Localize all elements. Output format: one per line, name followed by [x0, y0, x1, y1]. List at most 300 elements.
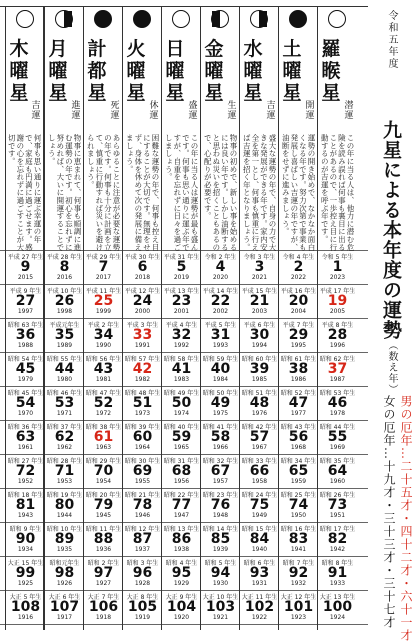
- birth-year: 1991: [134, 342, 151, 349]
- birth-year: 1917: [56, 614, 73, 621]
- birth-year: 1957: [212, 478, 229, 485]
- age-cell: [279, 253, 318, 280]
- age-cell: [84, 525, 123, 552]
- age-cell: [318, 287, 357, 314]
- birth-era: 昭和 8 年生: [321, 560, 354, 567]
- birth-era: 昭和 62 年生: [319, 356, 356, 363]
- age-number: 77: [171, 497, 192, 513]
- age-number: 85: [210, 531, 231, 547]
- age-cell: [123, 355, 162, 382]
- moon-shade: [212, 11, 220, 27]
- star-column: [317, 6, 356, 630]
- star-name: 日曜星: [165, 38, 185, 104]
- birth-year: 1983: [173, 376, 190, 383]
- birth-era: 昭和 35 年生: [319, 458, 356, 465]
- birth-year: 1997: [17, 308, 34, 315]
- age-cell: [279, 491, 318, 518]
- birth-year: 1960: [329, 478, 346, 485]
- age-number: 41: [171, 361, 192, 377]
- birth-era: 昭和 26 年生: [319, 492, 356, 499]
- birth-era: 令和 3 年生: [243, 254, 276, 261]
- fortune-label: 死運: [110, 101, 120, 121]
- birth-year: 1974: [173, 410, 190, 417]
- age-number: 93: [249, 565, 270, 581]
- age-cell: [318, 355, 357, 382]
- age-number: 91: [327, 565, 348, 581]
- age-number: 62: [54, 429, 75, 445]
- birth-era: 昭和 54 年生: [7, 356, 44, 363]
- age-number: 43: [93, 361, 114, 377]
- age-number: 51: [132, 395, 153, 411]
- birth-year: 1964: [134, 444, 151, 451]
- age-cell: [279, 457, 318, 484]
- age-cell: [318, 321, 357, 348]
- age-number: 79: [93, 497, 114, 513]
- age-number: 53: [54, 395, 75, 411]
- birth-era: 昭和 23 年生: [202, 492, 239, 499]
- birth-era: 大正 12 年生: [280, 594, 317, 601]
- age-number: 69: [132, 463, 153, 479]
- birth-era: 昭和 3 年生: [126, 560, 159, 567]
- birth-year: 2016: [56, 274, 73, 281]
- birth-year: 1933: [329, 580, 346, 587]
- star-name: 土曜星: [282, 38, 302, 104]
- age-number: 33: [132, 327, 153, 343]
- birth-year: 1943: [17, 512, 34, 519]
- age-cell: [240, 321, 279, 348]
- birth-era: 昭和 14 年生: [202, 526, 239, 533]
- age-number: 38: [288, 361, 309, 377]
- birth-year: 1980: [56, 376, 73, 383]
- birth-year: 1996: [329, 342, 346, 349]
- age-number: 7: [98, 259, 109, 275]
- birth-era: 昭和 7 年生: [282, 560, 315, 567]
- age-cell: [240, 287, 279, 314]
- age-cell: [84, 389, 123, 416]
- birth-year: 2005: [329, 308, 346, 315]
- age-number: 74: [288, 497, 309, 513]
- birth-era: 昭和 58 年生: [163, 356, 200, 363]
- age-cell: [6, 253, 45, 280]
- birth-era: 平成 3 年生: [126, 322, 159, 329]
- birth-year: 1952: [17, 478, 34, 485]
- birth-year: 1973: [134, 410, 151, 417]
- age-cell: [84, 287, 123, 314]
- age-cell: [45, 559, 84, 586]
- age-number: 37: [327, 361, 348, 377]
- birth-era: 昭和 52 年生: [280, 390, 317, 397]
- age-number: 50: [171, 395, 192, 411]
- birth-year: 1922: [251, 614, 268, 621]
- age-number: 105: [127, 599, 158, 615]
- birth-year: 1975: [212, 410, 229, 417]
- birth-year: 2017: [95, 274, 112, 281]
- age-number: 103: [205, 599, 236, 615]
- birth-year: 1948: [212, 512, 229, 519]
- age-number: 25: [93, 293, 114, 309]
- birth-era: 昭和 6 年生: [243, 560, 276, 567]
- birth-era: 昭和元年生: [49, 560, 80, 567]
- age-number: 31: [210, 327, 231, 343]
- birth-year: 1989: [56, 342, 73, 349]
- birth-year: 1949: [251, 512, 268, 519]
- birth-era: 昭和 41 年生: [202, 424, 239, 431]
- birth-year: 1969: [329, 444, 346, 451]
- age-number: 2: [293, 259, 304, 275]
- age-number: 29: [288, 327, 309, 343]
- birth-year: 2002: [212, 308, 229, 315]
- age-cell: [45, 593, 84, 620]
- age-number: 56: [288, 429, 309, 445]
- birth-year: 1923: [290, 614, 307, 621]
- age-number: 89: [54, 531, 75, 547]
- birth-year: 1925: [17, 580, 34, 587]
- age-cell: [162, 253, 201, 280]
- age-cell: [45, 491, 84, 518]
- birth-year: 2020: [212, 274, 229, 281]
- star-column: [200, 6, 239, 630]
- age-number: 75: [249, 497, 270, 513]
- age-number: 78: [132, 497, 153, 513]
- age-cell: [45, 389, 84, 416]
- birth-era: 昭和 4 年生: [165, 560, 198, 567]
- birth-year: 1939: [212, 546, 229, 553]
- moon-phase-icon: [250, 10, 268, 28]
- birth-era: 昭和 28 年生: [46, 458, 83, 465]
- birth-year: 1942: [329, 546, 346, 553]
- birth-era: 平成 31 年生: [163, 254, 200, 261]
- birth-era: 令和 5 年生: [321, 254, 354, 261]
- birth-year: 2018: [134, 274, 151, 281]
- fortune-label: 進運: [71, 101, 81, 121]
- age-number: 61: [93, 429, 114, 445]
- birth-era: 平成 10 年生: [46, 288, 83, 295]
- fortune-label: 休運: [149, 101, 159, 121]
- fortune-description: 物事の初めで、新しい事を始めるには良い年です。しかし油断すると思わぬ災いを招くこともあるので、心配りが必要です。: [203, 134, 238, 251]
- age-cell: [45, 287, 84, 314]
- birth-era: 昭和 30 年生: [124, 458, 161, 465]
- age-cell: [84, 593, 123, 620]
- age-number: 26: [54, 293, 75, 309]
- age-number: 88: [93, 531, 114, 547]
- birth-era: 昭和 45 年生: [7, 390, 44, 397]
- birth-year: 1971: [56, 410, 73, 417]
- moon-phase-icon: [133, 10, 151, 28]
- birth-year: 2023: [329, 274, 346, 281]
- age-number: 19: [327, 293, 348, 309]
- birth-era: 昭和 60 年生: [241, 356, 278, 363]
- age-cell: [6, 287, 45, 314]
- birth-year: 1976: [251, 410, 268, 417]
- age-cell: [84, 253, 123, 280]
- age-cell: [123, 253, 162, 280]
- age-number: 55: [327, 429, 348, 445]
- age-number: 101: [283, 599, 314, 615]
- birth-era: 昭和 53 年生: [319, 390, 356, 397]
- age-cell: [162, 321, 201, 348]
- age-cell: [123, 389, 162, 416]
- birth-era: 平成 12 年生: [124, 288, 161, 295]
- birth-era: 大正 11 年生: [241, 594, 278, 601]
- moon-phase-icon: [16, 10, 34, 28]
- birth-era: 昭和 38 年生: [85, 424, 122, 431]
- age-cell: [240, 423, 279, 450]
- age-cell: [84, 321, 123, 348]
- birth-era: 平成 30 年生: [124, 254, 161, 261]
- star-name: 金曜星: [204, 38, 224, 104]
- birth-era: 昭和 51 年生: [241, 390, 278, 397]
- birth-year: 1970: [17, 410, 34, 417]
- birth-era: 大正 8 年生: [126, 594, 159, 601]
- birth-year: 1956: [173, 478, 190, 485]
- age-number: 40: [210, 361, 231, 377]
- birth-year: 1985: [251, 376, 268, 383]
- birth-era: 昭和 57 年生: [124, 356, 161, 363]
- birth-era: 昭和 33 年生: [241, 458, 278, 465]
- birth-era: 平成 14 年生: [202, 288, 239, 295]
- age-cell: [162, 355, 201, 382]
- birth-era: 平成 15 年生: [241, 288, 278, 295]
- age-number: 102: [244, 599, 275, 615]
- age-number: 58: [210, 429, 231, 445]
- fortune-description: この年に当る人は運勢が最も盛んです。何事も思い通りに運ぶ年ですが、自重を忘れずに日々を過ごしましょう。: [164, 134, 199, 251]
- birth-year: 1953: [56, 478, 73, 485]
- birth-era: 昭和 11 年生: [85, 526, 122, 533]
- birth-era: 昭和 56 年生: [85, 356, 122, 363]
- birth-era: 平成 4 年生: [165, 322, 198, 329]
- birth-era: 昭和 20 年生: [85, 492, 122, 499]
- age-number: 4: [215, 259, 226, 275]
- age-cell: [279, 355, 318, 382]
- age-number: 99: [15, 565, 36, 581]
- age-number: 27: [15, 293, 36, 309]
- age-number: 24: [132, 293, 153, 309]
- age-number: 46: [327, 395, 348, 411]
- age-cell: [123, 287, 162, 314]
- age-cell: [45, 457, 84, 484]
- fortune-label: 生運: [227, 101, 237, 121]
- birth-year: 1966: [212, 444, 229, 451]
- age-number: 42: [132, 361, 153, 377]
- age-number: 59: [171, 429, 192, 445]
- birth-era: 昭和 2 年生: [87, 560, 120, 567]
- birth-era: 平成 9 年生: [9, 288, 42, 295]
- birth-year: 1929: [173, 580, 190, 587]
- age-cell: [45, 253, 84, 280]
- birth-year: 1921: [212, 614, 229, 621]
- star-column: [278, 6, 317, 630]
- age-cell: [201, 559, 240, 586]
- birth-year: 1977: [290, 410, 307, 417]
- age-cell: [162, 457, 201, 484]
- star-name: 木曜星: [9, 38, 29, 104]
- age-cell: [279, 321, 318, 348]
- age-number: 80: [54, 497, 75, 513]
- age-number: 64: [327, 463, 348, 479]
- age-cell: [84, 491, 123, 518]
- fortune-label: 潜運: [344, 101, 354, 121]
- birth-year: 1984: [212, 376, 229, 383]
- birth-year: 2001: [173, 308, 190, 315]
- birth-era: 昭和 61 年生: [280, 356, 317, 363]
- birth-era: 平成 6 年生: [243, 322, 276, 329]
- female-yakudoshi: 女の厄年…十九才・三十三才・三十七才: [382, 395, 396, 629]
- birth-year: 1967: [251, 444, 268, 451]
- star-column: [239, 6, 278, 630]
- age-number: 94: [210, 565, 231, 581]
- age-cell: [6, 457, 45, 484]
- age-cell: [240, 355, 279, 382]
- birth-era: 平成 17 年生: [319, 288, 356, 295]
- title-suffix: （数え年）: [386, 340, 397, 395]
- birth-era: 昭和 16 年生: [280, 526, 317, 533]
- age-cell: [201, 423, 240, 450]
- age-number: 86: [171, 531, 192, 547]
- birth-year: 2022: [290, 274, 307, 281]
- age-number: 39: [249, 361, 270, 377]
- age-number: 106: [88, 599, 119, 615]
- age-number: 108: [10, 599, 41, 615]
- age-number: 23: [171, 293, 192, 309]
- age-number: 104: [166, 599, 197, 615]
- birth-year: 1924: [329, 614, 346, 621]
- age-cell: [6, 321, 45, 348]
- age-cell: [201, 457, 240, 484]
- birth-year: 1994: [251, 342, 268, 349]
- age-number: 47: [288, 395, 309, 411]
- age-cell: [201, 321, 240, 348]
- age-number: 81: [15, 497, 36, 513]
- age-cell: [162, 491, 201, 518]
- moon-phase-icon: [55, 10, 73, 28]
- age-number: 32: [171, 327, 192, 343]
- moon-phase-icon: [328, 10, 346, 28]
- birth-era: 昭和 63 年生: [7, 322, 44, 329]
- birth-era: 大正 6 年生: [48, 594, 81, 601]
- age-number: 66: [249, 463, 270, 479]
- birth-era: 大正 7 年生: [87, 594, 120, 601]
- age-number: 57: [249, 429, 270, 445]
- age-cell: [84, 355, 123, 382]
- birth-era: 平成 29 年生: [85, 254, 122, 261]
- age-cell: [45, 423, 84, 450]
- birth-era: 昭和 46 年生: [46, 390, 83, 397]
- birth-era: 平成 5 年生: [204, 322, 237, 329]
- fortune-label: 吉運: [266, 101, 276, 121]
- age-number: 8: [59, 259, 70, 275]
- age-number: 71: [54, 463, 75, 479]
- star-column: [161, 6, 200, 630]
- birth-era: 昭和 49 年生: [163, 390, 200, 397]
- age-cell: [6, 355, 45, 382]
- birth-era: 昭和 39 年生: [124, 424, 161, 431]
- birth-year: 1916: [17, 614, 34, 621]
- birth-era: 昭和 5 年生: [204, 560, 237, 567]
- birth-era: 昭和 59 年生: [202, 356, 239, 363]
- moon-phase-icon: [289, 10, 307, 28]
- age-number: 67: [210, 463, 231, 479]
- birth-year: 1919: [134, 614, 151, 621]
- birth-year: 1986: [290, 376, 307, 383]
- birth-year: 1998: [56, 308, 73, 315]
- birth-era: 大正 10 年生: [202, 594, 239, 601]
- fortune-description: あらゆることに注意が必要な運勢の年です。何事も十分に計画を立て、慎重に行動すれば災いを避けられましょう。: [86, 134, 121, 251]
- age-cell: [318, 491, 357, 518]
- birth-year: 1962: [56, 444, 73, 451]
- age-cell: [162, 559, 201, 586]
- birth-year: 1992: [173, 342, 190, 349]
- age-number: 60: [132, 429, 153, 445]
- birth-year: 1937: [134, 546, 151, 553]
- birth-era: 昭和 22 年生: [163, 492, 200, 499]
- age-cell: [123, 423, 162, 450]
- birth-year: 1934: [17, 546, 34, 553]
- age-number: 45: [15, 361, 36, 377]
- age-cell: [84, 559, 123, 586]
- star-column: [122, 6, 161, 630]
- age-cell: [123, 525, 162, 552]
- birth-year: 1955: [134, 478, 151, 485]
- age-number: 76: [210, 497, 231, 513]
- age-number: 84: [249, 531, 270, 547]
- birth-year: 1950: [290, 512, 307, 519]
- birth-year: 1999: [95, 308, 112, 315]
- birth-year: 1959: [290, 478, 307, 485]
- age-cell: [279, 389, 318, 416]
- age-cell: [162, 593, 201, 620]
- birth-year: 2003: [251, 308, 268, 315]
- birth-era: 昭和 43 年生: [280, 424, 317, 431]
- fortune-label: 吉運: [31, 101, 41, 121]
- birth-era: 昭和 34 年生: [280, 458, 317, 465]
- age-number: 95: [171, 565, 192, 581]
- birth-year: 1918: [95, 614, 112, 621]
- age-number: 82: [327, 531, 348, 547]
- age-number: 100: [322, 599, 353, 615]
- birth-year: 1928: [134, 580, 151, 587]
- moon-shade: [259, 11, 267, 27]
- age-number: 21: [249, 293, 270, 309]
- age-cell: [318, 593, 357, 620]
- birth-era: 昭和 21 年生: [124, 492, 161, 499]
- birth-year: 1935: [56, 546, 73, 553]
- age-cell: [240, 389, 279, 416]
- age-cell: [45, 525, 84, 552]
- age-number: 72: [15, 463, 36, 479]
- birth-year: 1944: [56, 512, 73, 519]
- birth-era: 昭和 18 年生: [7, 492, 44, 499]
- birth-year: 1963: [95, 444, 112, 451]
- birth-year: 1945: [95, 512, 112, 519]
- birth-year: 1961: [17, 444, 34, 451]
- birth-era: 昭和 36 年生: [7, 424, 44, 431]
- birth-year: 2000: [134, 308, 151, 315]
- age-cell: [279, 559, 318, 586]
- birth-era: 昭和 25 年生: [280, 492, 317, 499]
- age-cell: [318, 525, 357, 552]
- fortune-label: 開運: [305, 101, 315, 121]
- birth-era: 昭和 44 年生: [319, 424, 356, 431]
- age-number: 54: [15, 395, 36, 411]
- birth-year: 2021: [251, 274, 268, 281]
- birth-year: 1995: [290, 342, 307, 349]
- age-cell: [84, 423, 123, 450]
- age-number: 68: [171, 463, 192, 479]
- birth-era: 昭和 27 年生: [7, 458, 44, 465]
- page-title: [378, 120, 405, 395]
- birth-era: 昭和 31 年生: [163, 458, 200, 465]
- age-number: 65: [288, 463, 309, 479]
